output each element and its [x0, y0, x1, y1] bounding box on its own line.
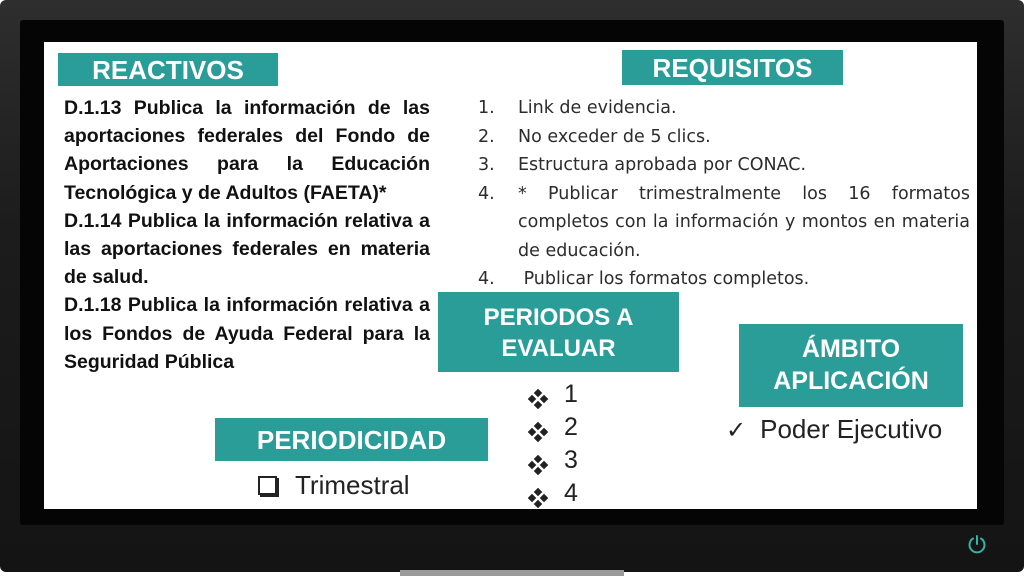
requisito-number: 4. — [478, 269, 495, 289]
checkbox-icon — [258, 476, 277, 495]
periodo-label: 3 — [564, 446, 578, 474]
periodicidad-item — [258, 470, 410, 501]
reactivos-list — [64, 94, 430, 376]
ambito-item — [726, 414, 942, 445]
periodicidad-value: Trimestral — [295, 470, 410, 500]
requisito-text: Publicar los formatos completos. — [518, 269, 810, 289]
monitor-stand — [400, 570, 624, 576]
requisito-item — [478, 123, 970, 152]
diamond-bullet-icon — [528, 385, 548, 405]
requisito-item — [478, 265, 970, 294]
requisito-item — [478, 180, 970, 266]
requisito-number: 4. — [478, 183, 495, 204]
reactivo-item: D.1.14 Publica la información relativa a las aportaciones federales en materia de salud. — [64, 209, 430, 289]
periodo-label: 2 — [564, 413, 578, 441]
requisito-number: 1. — [478, 98, 495, 118]
periodo-item — [528, 477, 578, 509]
requisito-number: 2. — [478, 126, 495, 147]
requisitos-list — [478, 94, 970, 294]
diamond-bullet-icon — [528, 451, 548, 471]
periodos-list — [528, 378, 578, 509]
periodo-label: 4 — [564, 479, 578, 507]
requisito-text: No exceder de 5 clics. — [518, 126, 711, 147]
requisito-item — [478, 151, 970, 180]
diamond-bullet-icon — [528, 418, 548, 438]
ambito-heading: ÁMBITO APLICACIÓN — [739, 324, 963, 407]
ambito-value: Poder Ejecutivo — [760, 414, 943, 444]
periodo-item — [528, 444, 578, 477]
requisito-item — [478, 94, 970, 123]
periodos-heading: PERIODOS A EVALUAR — [438, 292, 679, 372]
reactivo-item: D.1.18 Publica la información relativa a los Fondos de Ayuda Federal para la Seguridad Pública — [64, 294, 430, 373]
diamond-bullet-icon — [528, 484, 548, 504]
slide-screen — [44, 42, 977, 509]
reactivo-item: D.1.13 Publica la información de las aportaciones federales del Fondo de Aportaciones para la Educación Tecnológica y de Adultos (FAETA)* — [64, 97, 430, 204]
check-icon: ✓ — [726, 415, 747, 444]
requisito-text: Estructura aprobada por CONAC. — [518, 155, 807, 175]
periodo-label: 1 — [564, 380, 578, 408]
power-icon[interactable] — [966, 533, 988, 555]
requisito-number: 3. — [478, 155, 495, 175]
reactivos-heading: REACTIVOS — [58, 53, 278, 86]
periodo-item — [528, 378, 578, 411]
periodo-item — [528, 411, 578, 444]
requisito-text: * Publicar trimestralmente los 16 formatos completos con la información y montos en materia de educación. — [518, 183, 970, 261]
requisitos-heading: REQUISITOS — [622, 50, 843, 85]
periodicidad-heading: PERIODICIDAD — [215, 418, 488, 461]
requisito-text: Link de evidencia. — [518, 98, 677, 118]
